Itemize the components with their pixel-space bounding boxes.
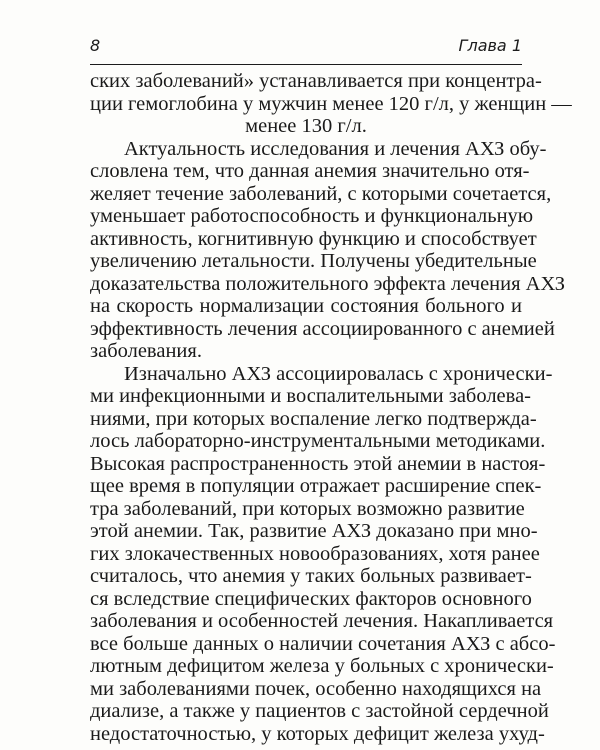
text-line: активность, когнитивную функцию и способствует [90, 227, 537, 250]
text-line: эффективность лечения ассоциированного с анемией [90, 317, 555, 340]
body-text [90, 70, 572, 745]
running-head [90, 30, 522, 60]
text-line: Изначально АХЗ ассоциировалась с хронически- [124, 362, 553, 385]
chapter-title: Глава 1 [458, 36, 522, 55]
text-line: желяет течение заболеваний, с которыми сочетается, [90, 182, 552, 205]
text-line: недостаточностью, у которых дефицит железа ухуд- [90, 722, 545, 745]
paragraph-continuation [90, 70, 572, 138]
text-line: лось лабораторно-инструментальными методиками. [90, 430, 546, 452]
text-line: менее 130 г/л. [245, 115, 367, 137]
text-line: лютным дефицитом железа у больных с хронически- [90, 655, 554, 677]
text-line: Актуальность исследования и лечения АХЗ обу- [124, 137, 547, 160]
text-line: все больше данных о наличии сочетания АХЗ с абсо- [90, 632, 556, 655]
text-line: ся вследствие специфических факторов основного [90, 587, 532, 610]
text-line: увеличению летальности. Получены убедительные [90, 250, 537, 272]
text-line: ми заболеваниями почек, особенно находящихся на [90, 677, 542, 700]
text-line: гих злокачественных новообразованиях, хотя ранее [90, 542, 540, 565]
header-rule [90, 64, 522, 65]
text-line: словлена тем, что данная анемия значительно отя- [90, 160, 530, 182]
page-number: 8 [90, 36, 101, 55]
text-line: ции гемоглобина у мужчин менее 120 г/л, у женщин — [90, 92, 572, 115]
text-line: доказательства положительного эффекта лечения АХЗ [90, 272, 566, 295]
text-line: щее время в популяции отражает расширение спек- [90, 475, 542, 497]
paragraph-relevance [90, 137, 566, 363]
text-line: считалось, что анемия у таких больных развивает- [90, 565, 532, 587]
text-line: на скорость нормализации состояния больного и [90, 295, 522, 317]
text-line: диализе, а также у пациентов с застойной сердечной [90, 700, 549, 722]
text-line: этой анемии. Так, развитие АХЗ доказано при мно- [90, 520, 538, 542]
text-line: заболевания и особенностей лечения. Накапливается [90, 610, 554, 632]
paragraph-origins [90, 362, 556, 746]
text-line: ми инфекционными и воспалительными заболева- [90, 385, 531, 407]
text-line: ских заболеваний» устанавливается при концентра- [90, 70, 542, 92]
text-line: тра заболеваний, при которых возможно развитие [90, 497, 525, 520]
text-line: ниями, при которых воспаление легко подтвержда- [90, 407, 537, 430]
text-line: заболевания. [90, 340, 202, 362]
text-line: уменьшает работоспособность и функциональную [90, 205, 534, 227]
text-line: Высокая распространенность этой анемии в настоя- [90, 452, 546, 475]
